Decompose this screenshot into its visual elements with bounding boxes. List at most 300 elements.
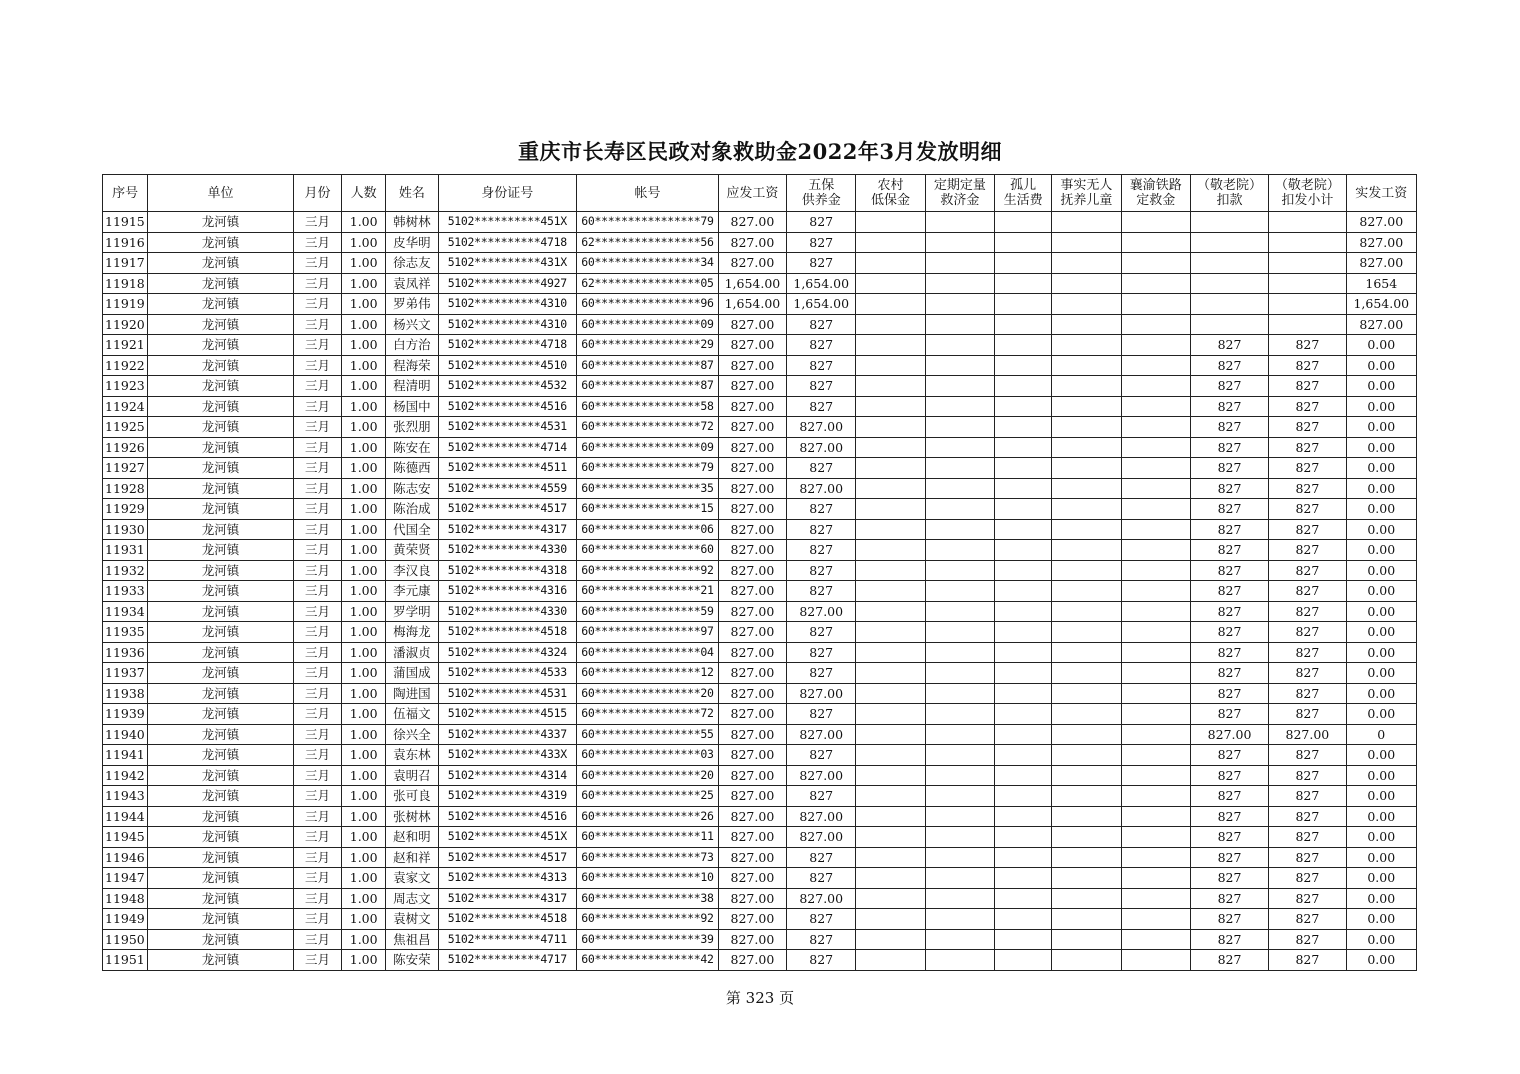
table-cell: 蒲国成 <box>386 663 438 684</box>
table-cell: 陈德西 <box>386 458 438 479</box>
table-row <box>103 929 1417 950</box>
header-line: 序号 <box>112 185 139 201</box>
table-cell: 11950 <box>103 929 148 950</box>
table-body <box>103 212 1417 971</box>
table-cell <box>856 909 925 930</box>
table-cell <box>1121 847 1190 868</box>
table-cell: 11929 <box>103 499 148 520</box>
table-cell <box>995 745 1052 766</box>
header-line: （敬老院） <box>1197 178 1263 193</box>
table-cell: 827.00 <box>718 417 786 438</box>
table-row <box>103 806 1417 827</box>
table-cell: 827.00 <box>718 601 786 622</box>
table-cell: 三月 <box>293 581 341 602</box>
table-cell: 827.00 <box>718 868 786 889</box>
table-cell: 827.00 <box>718 909 786 930</box>
table-cell: 龙河镇 <box>148 294 294 315</box>
table-cell: 袁家文 <box>386 868 438 889</box>
table-cell: 11947 <box>103 868 148 889</box>
table-cell: 5102**********4330 <box>438 540 577 561</box>
table-cell <box>925 232 994 253</box>
table-cell <box>925 540 994 561</box>
table-cell: 三月 <box>293 437 341 458</box>
table-cell: 827 <box>1269 847 1346 868</box>
table-header <box>103 175 1417 212</box>
table-cell <box>1052 294 1121 315</box>
table-cell: 5102**********4517 <box>438 847 577 868</box>
table-cell: 5102**********4317 <box>438 888 577 909</box>
table-cell <box>1269 294 1346 315</box>
table-cell: 827 <box>1190 417 1268 438</box>
header-cell <box>342 175 386 212</box>
table-cell <box>1121 806 1190 827</box>
table-cell: 827.00 <box>718 950 786 971</box>
table-cell <box>1052 581 1121 602</box>
table-cell: 三月 <box>293 745 341 766</box>
table-cell <box>995 622 1052 643</box>
table-cell: 1.00 <box>342 232 386 253</box>
table-cell: 827.00 <box>718 806 786 827</box>
table-cell: 1.00 <box>342 786 386 807</box>
header-row <box>103 175 1417 212</box>
table-cell: 60****************21 <box>577 581 719 602</box>
table-cell <box>1121 458 1190 479</box>
table-cell <box>995 868 1052 889</box>
table-cell <box>1052 232 1121 253</box>
header-cell <box>293 175 341 212</box>
header-line: 孤儿 <box>1010 178 1037 193</box>
table-cell: 827 <box>1190 786 1268 807</box>
table-cell <box>925 519 994 540</box>
table-cell: 0.00 <box>1346 458 1416 479</box>
table-cell: 三月 <box>293 806 341 827</box>
table-cell: 827 <box>1269 888 1346 909</box>
table-cell: 1.00 <box>342 519 386 540</box>
table-cell: 827.00 <box>787 765 856 786</box>
table-cell: 827.00 <box>718 355 786 376</box>
table-cell <box>995 929 1052 950</box>
table-cell <box>995 519 1052 540</box>
table-cell: 龙河镇 <box>148 560 294 581</box>
table-cell: 5102**********4310 <box>438 294 577 315</box>
table-cell <box>856 519 925 540</box>
table-cell: 827.00 <box>718 396 786 417</box>
table-cell: 827 <box>1190 868 1268 889</box>
table-cell <box>856 253 925 274</box>
header-cell <box>925 175 994 212</box>
table-cell <box>995 581 1052 602</box>
table-cell <box>1121 560 1190 581</box>
table-cell: 龙河镇 <box>148 253 294 274</box>
table-cell: 三月 <box>293 458 341 479</box>
table-cell: 60****************20 <box>577 765 719 786</box>
table-cell <box>856 888 925 909</box>
table-cell: 三月 <box>293 253 341 274</box>
table-cell: 827.00 <box>787 724 856 745</box>
table-cell: 827.00 <box>718 540 786 561</box>
table-cell: 5102**********4515 <box>438 704 577 725</box>
table-cell: 827 <box>787 232 856 253</box>
table-cell: 0.00 <box>1346 827 1416 848</box>
table-cell: 827.00 <box>718 745 786 766</box>
table-cell: 827.00 <box>1346 212 1416 233</box>
table-cell: 三月 <box>293 355 341 376</box>
table-cell: 827.00 <box>718 232 786 253</box>
table-cell: 陈安荣 <box>386 950 438 971</box>
table-cell <box>856 437 925 458</box>
table-cell: 11916 <box>103 232 148 253</box>
table-cell <box>856 273 925 294</box>
table-cell: 三月 <box>293 950 341 971</box>
table-cell: 三月 <box>293 212 341 233</box>
table-cell: 5102**********4532 <box>438 376 577 397</box>
table-cell <box>1121 786 1190 807</box>
table-cell: 周志文 <box>386 888 438 909</box>
table-cell: 827 <box>1190 540 1268 561</box>
table-cell <box>856 868 925 889</box>
table-cell: 827 <box>1269 683 1346 704</box>
header-line: 扣发小计 <box>1281 193 1334 208</box>
table-cell <box>1121 724 1190 745</box>
table-cell: 827 <box>1269 458 1346 479</box>
table-cell: 龙河镇 <box>148 806 294 827</box>
table-cell <box>1052 663 1121 684</box>
table-cell: 62****************05 <box>577 273 719 294</box>
table-cell: 0.00 <box>1346 335 1416 356</box>
table-cell <box>995 294 1052 315</box>
table-row <box>103 253 1417 274</box>
table-cell: 1.00 <box>342 663 386 684</box>
table-cell: 11942 <box>103 765 148 786</box>
table-cell: 827.00 <box>718 704 786 725</box>
table-cell: 827 <box>1269 806 1346 827</box>
table-cell <box>925 950 994 971</box>
table-cell <box>925 396 994 417</box>
table-cell: 三月 <box>293 868 341 889</box>
table-cell: 龙河镇 <box>148 909 294 930</box>
table-cell: 韩树林 <box>386 212 438 233</box>
table-cell <box>1269 212 1346 233</box>
table-cell: 827.00 <box>718 663 786 684</box>
table-cell <box>856 601 925 622</box>
table-cell: 827.00 <box>718 888 786 909</box>
table-cell <box>925 745 994 766</box>
table-cell <box>1269 253 1346 274</box>
table-cell <box>856 396 925 417</box>
table-cell: 龙河镇 <box>148 355 294 376</box>
header-cell <box>787 175 856 212</box>
table-cell <box>1052 745 1121 766</box>
header-cell <box>103 175 148 212</box>
table-cell: 袁凤祥 <box>386 273 438 294</box>
header-line: （敬老院） <box>1274 178 1340 193</box>
table-cell: 11918 <box>103 273 148 294</box>
table-cell: 5102**********4518 <box>438 909 577 930</box>
table-cell <box>995 212 1052 233</box>
table-cell: 60****************58 <box>577 396 719 417</box>
header-line: 扣款 <box>1216 193 1243 208</box>
table-cell: 827 <box>787 540 856 561</box>
table-cell: 11921 <box>103 335 148 356</box>
table-cell: 827.00 <box>718 683 786 704</box>
table-cell <box>1121 868 1190 889</box>
table-cell <box>1052 724 1121 745</box>
table-cell <box>856 376 925 397</box>
table-cell: 827 <box>1190 376 1268 397</box>
table-cell: 1.00 <box>342 724 386 745</box>
table-cell: 60****************10 <box>577 868 719 889</box>
table-cell: 1654 <box>1346 273 1416 294</box>
header-cell <box>1121 175 1190 212</box>
table-cell <box>1121 396 1190 417</box>
table-cell: 827.00 <box>787 417 856 438</box>
table-cell: 5102**********4531 <box>438 417 577 438</box>
table-cell <box>1121 663 1190 684</box>
table-cell <box>1121 253 1190 274</box>
table-cell: 827 <box>1190 745 1268 766</box>
table-cell: 827 <box>1190 806 1268 827</box>
table-cell <box>925 827 994 848</box>
table-cell <box>1121 417 1190 438</box>
table-cell: 827 <box>1269 786 1346 807</box>
table-cell <box>925 663 994 684</box>
table-cell: 代国全 <box>386 519 438 540</box>
table-cell: 杨兴文 <box>386 314 438 335</box>
header-line: 生活费 <box>1003 193 1043 208</box>
table-cell: 827 <box>1190 704 1268 725</box>
header-line: 事实无人 <box>1060 178 1113 193</box>
table-cell: 龙河镇 <box>148 581 294 602</box>
table-cell: 11925 <box>103 417 148 438</box>
table-cell: 龙河镇 <box>148 478 294 499</box>
table-cell: 827 <box>1269 499 1346 520</box>
table-cell: 60****************03 <box>577 745 719 766</box>
table-cell <box>925 273 994 294</box>
table-cell: 1.00 <box>342 212 386 233</box>
table-cell <box>1121 540 1190 561</box>
table-cell: 827 <box>1190 335 1268 356</box>
table-cell <box>925 499 994 520</box>
header-line: 襄渝铁路 <box>1129 178 1182 193</box>
table-cell <box>995 314 1052 335</box>
table-cell: 827 <box>787 376 856 397</box>
table-cell <box>856 314 925 335</box>
table-cell: 5102**********4316 <box>438 581 577 602</box>
table-cell: 827.00 <box>718 560 786 581</box>
table-cell: 827 <box>1190 929 1268 950</box>
table-cell: 1.00 <box>342 704 386 725</box>
table-cell: 1.00 <box>342 929 386 950</box>
table-cell <box>1052 642 1121 663</box>
table-cell: 1.00 <box>342 909 386 930</box>
table-cell <box>1121 581 1190 602</box>
table-cell: 龙河镇 <box>148 314 294 335</box>
table-cell <box>1052 847 1121 868</box>
table-cell: 袁树文 <box>386 909 438 930</box>
table-cell: 827 <box>1269 622 1346 643</box>
table-cell <box>995 683 1052 704</box>
table-cell: 5102**********4511 <box>438 458 577 479</box>
table-cell: 11917 <box>103 253 148 274</box>
table-cell: 827 <box>1190 950 1268 971</box>
table-cell: 龙河镇 <box>148 232 294 253</box>
table-cell <box>1121 232 1190 253</box>
table-cell: 827.00 <box>787 437 856 458</box>
table-row <box>103 335 1417 356</box>
table-cell: 11922 <box>103 355 148 376</box>
table-cell: 11943 <box>103 786 148 807</box>
table-cell: 龙河镇 <box>148 376 294 397</box>
table-cell: 5102**********4531 <box>438 683 577 704</box>
header-line: 帐号 <box>634 185 661 201</box>
table-row <box>103 622 1417 643</box>
table-cell: 0.00 <box>1346 519 1416 540</box>
table-cell <box>925 704 994 725</box>
table-cell: 5102**********4559 <box>438 478 577 499</box>
table-cell <box>856 663 925 684</box>
table-cell: 1.00 <box>342 273 386 294</box>
header-line: 五保 <box>808 178 835 193</box>
table-cell <box>856 355 925 376</box>
table-cell <box>1052 335 1121 356</box>
table-cell: 张烈朋 <box>386 417 438 438</box>
table-cell: 827 <box>1190 827 1268 848</box>
table-cell: 827.00 <box>718 786 786 807</box>
table-cell: 0.00 <box>1346 437 1416 458</box>
table-cell <box>1190 232 1268 253</box>
table-row <box>103 704 1417 725</box>
header-line: 单位 <box>207 185 234 201</box>
table-cell: 827 <box>1190 847 1268 868</box>
table-cell: 60****************97 <box>577 622 719 643</box>
table-cell: 0.00 <box>1346 396 1416 417</box>
table-cell: 0.00 <box>1346 581 1416 602</box>
table-cell <box>1121 704 1190 725</box>
table-cell <box>925 560 994 581</box>
table-cell: 三月 <box>293 642 341 663</box>
table-cell: 1.00 <box>342 827 386 848</box>
table-cell: 827 <box>787 909 856 930</box>
table-cell <box>925 909 994 930</box>
table-cell: 5102**********433X <box>438 745 577 766</box>
table-cell: 60****************09 <box>577 314 719 335</box>
table-cell: 0.00 <box>1346 642 1416 663</box>
table-row <box>103 376 1417 397</box>
table-cell: 60****************15 <box>577 499 719 520</box>
table-cell: 三月 <box>293 786 341 807</box>
table-cell <box>1121 950 1190 971</box>
table-cell: 827 <box>1269 540 1346 561</box>
table-cell: 杨国中 <box>386 396 438 417</box>
table-cell: 0.00 <box>1346 663 1416 684</box>
table-row <box>103 355 1417 376</box>
table-cell <box>856 950 925 971</box>
table-cell <box>1052 458 1121 479</box>
table-cell: 827 <box>1269 601 1346 622</box>
table-cell <box>856 642 925 663</box>
table-cell <box>856 622 925 643</box>
header-line: 抚养儿童 <box>1060 193 1113 208</box>
table-cell: 龙河镇 <box>148 765 294 786</box>
table-row <box>103 745 1417 766</box>
table-cell: 60****************35 <box>577 478 719 499</box>
table-cell: 827 <box>787 663 856 684</box>
table-cell: 1.00 <box>342 581 386 602</box>
table-cell: 1.00 <box>342 314 386 335</box>
table-cell <box>1052 704 1121 725</box>
table-cell <box>925 765 994 786</box>
table-cell: 827 <box>787 212 856 233</box>
table-cell: 1.00 <box>342 601 386 622</box>
table-row <box>103 294 1417 315</box>
table-cell <box>856 847 925 868</box>
table-cell <box>925 355 994 376</box>
table-cell: 11930 <box>103 519 148 540</box>
table-row <box>103 724 1417 745</box>
table-cell: 陈志安 <box>386 478 438 499</box>
table-cell: 827 <box>787 868 856 889</box>
table-cell: 60****************72 <box>577 704 719 725</box>
table-row <box>103 458 1417 479</box>
table-cell: 1.00 <box>342 847 386 868</box>
table-cell: 陶进国 <box>386 683 438 704</box>
table-cell: 827 <box>1269 929 1346 950</box>
table-cell <box>995 376 1052 397</box>
table-cell <box>856 499 925 520</box>
table-cell: 皮华明 <box>386 232 438 253</box>
table-cell: 5102**********4927 <box>438 273 577 294</box>
table-cell: 5102**********4516 <box>438 396 577 417</box>
table-cell <box>1052 355 1121 376</box>
table-cell: 1,654.00 <box>787 294 856 315</box>
table-cell <box>925 458 994 479</box>
table-cell <box>856 704 925 725</box>
table-cell: 827.00 <box>718 519 786 540</box>
table-cell: 龙河镇 <box>148 950 294 971</box>
table-cell: 三月 <box>293 376 341 397</box>
table-cell <box>925 212 994 233</box>
table-cell: 827.00 <box>718 253 786 274</box>
table-cell: 827 <box>787 929 856 950</box>
table-cell: 龙河镇 <box>148 601 294 622</box>
header-line: 姓名 <box>398 185 425 201</box>
table-cell: 1.00 <box>342 560 386 581</box>
table-cell: 60****************11 <box>577 827 719 848</box>
table-cell: 袁明召 <box>386 765 438 786</box>
table-cell <box>1052 314 1121 335</box>
table-cell: 5102**********4310 <box>438 314 577 335</box>
table-cell <box>995 642 1052 663</box>
table-cell: 1,654.00 <box>1346 294 1416 315</box>
table-row <box>103 765 1417 786</box>
table-cell: 827 <box>787 745 856 766</box>
table-cell: 11936 <box>103 642 148 663</box>
table-cell: 827 <box>787 499 856 520</box>
table-cell: 1.00 <box>342 437 386 458</box>
table-cell: 827 <box>1190 663 1268 684</box>
table-cell <box>1190 294 1268 315</box>
table-cell <box>995 765 1052 786</box>
table-cell: 827 <box>1269 642 1346 663</box>
table-cell: 程海荣 <box>386 355 438 376</box>
table-cell <box>1052 909 1121 930</box>
table-cell: 11948 <box>103 888 148 909</box>
table-cell <box>1052 212 1121 233</box>
table-cell: 60****************73 <box>577 847 719 868</box>
table-cell: 827 <box>1269 581 1346 602</box>
header-cell <box>1052 175 1121 212</box>
table-cell <box>1121 642 1190 663</box>
